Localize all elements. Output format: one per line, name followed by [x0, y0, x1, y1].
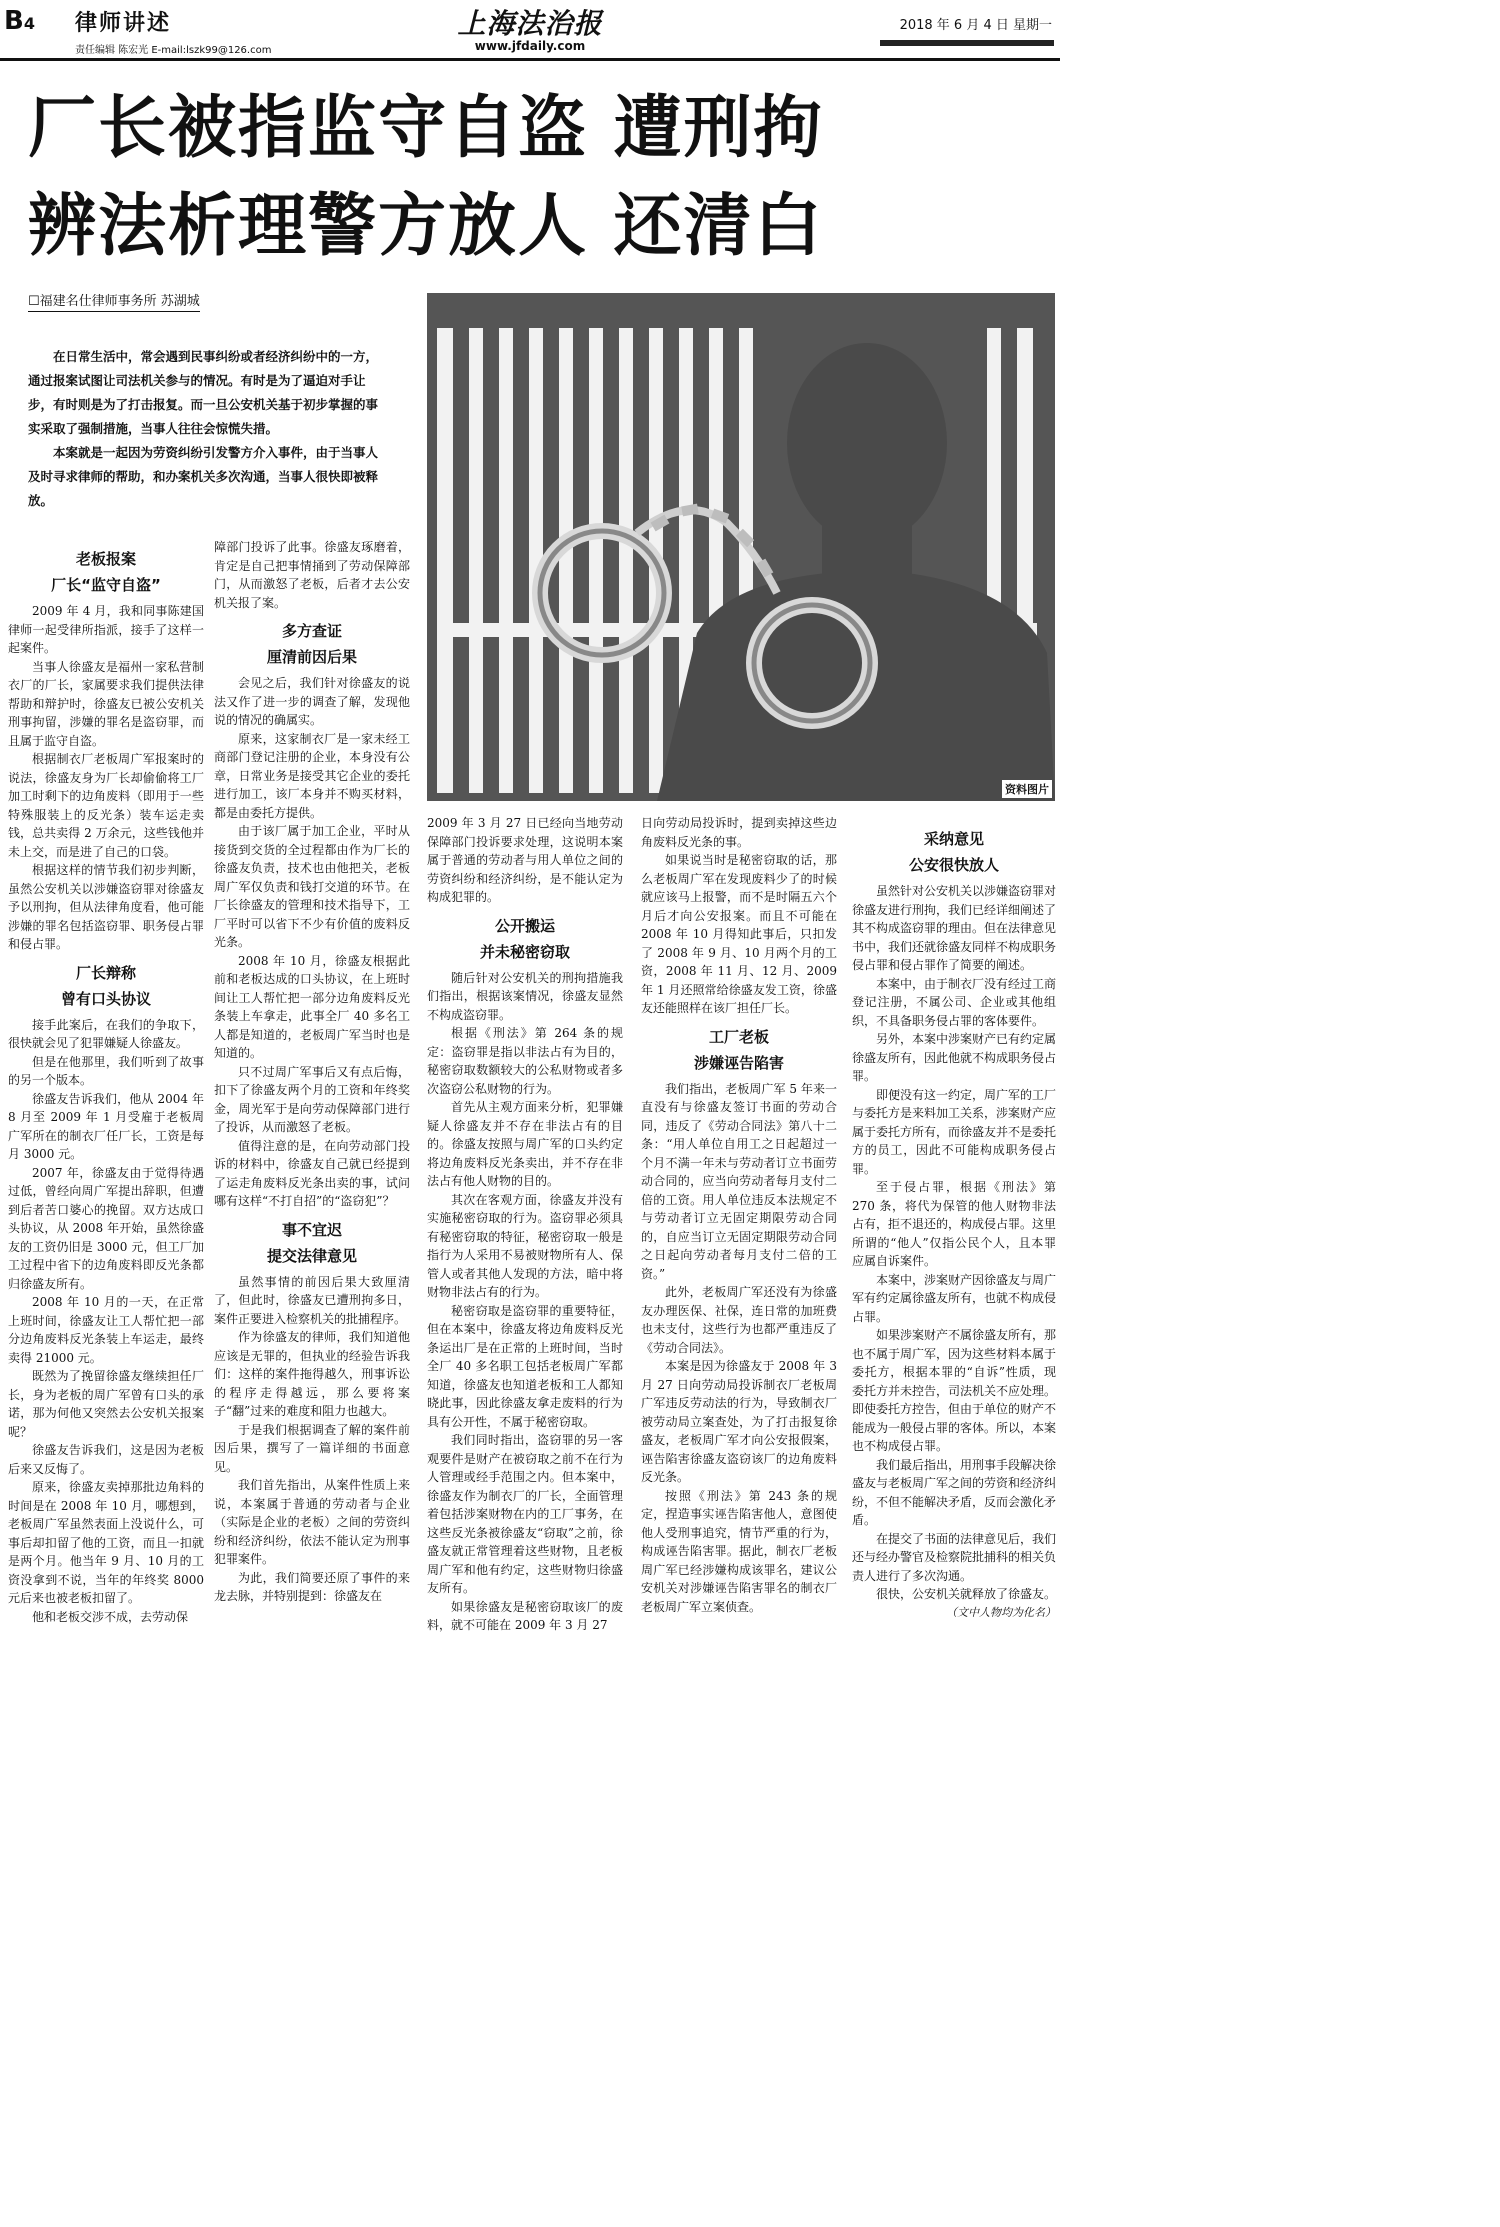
subheading: 工厂老板 涉嫌诬告陷害 [693, 1027, 784, 1072]
subheading: 厂长辩称 曾有口头协议 [60, 963, 151, 1008]
paragraph: 2008 年 10 月的一天，在正常上班时间，徐盛友让工人帮忙把一部分边角废料反光条装上车运走，最终卖得 21000 元。 [8, 1295, 204, 1365]
paragraph: 如果涉案财产不属徐盛友所有，那也不属于周广军，因为这些材料本属于委托方，根据本罪的“自诉”性质，现委托方并未控告，司法机关不应处理。即使委托方控告，但由于单位的财产不能成为一般侵占罪的客体。所以，本案也不构成侵占罪。 [852, 1328, 1057, 1453]
paragraph: 本案是因为徐盛友于 2008 年 3 月 27 日向劳动局投诉制衣厂老板周广军违反劳动法的行为，导致制衣厂被劳动局立案查处，为了打击报复徐盛友，老板周广军才向公安报假案，诬告陷害徐盛友盗窃该厂的边角废料反光条。 [641, 1359, 837, 1484]
paragraph: 徐盛友告诉我们，这是因为老板后来又反悔了。 [8, 1443, 204, 1476]
subheading: 老板报案 厂长“监守自盗” [51, 550, 161, 594]
paragraph: 首先从主观方面来分析，犯罪嫌疑人徐盛友并不存在非法占有的目的。徐盛友按照与周广军的口头约定将边角废料反光条卖出，并不存在非法占有他人财物的目的。 [427, 1100, 623, 1188]
lead-paragraph: 在日常生活中，常会遇到民事纠纷或者经济纠纷中的一方，通过报案试图让司法机关参与的情况。有时是为了逼迫对手让步，有时则是为了打击报复。而一旦公安机关基于初步掌握的事实采取了强制措施，当事人往往会惊慌失措。 [28, 349, 379, 436]
paragraph: 根据《刑法》第 264 条的规定：盗窃罪是指以非法占有为目的，秘密窃取数额较大的公私财物或者多次盗窃公私财物的行为。 [427, 1026, 623, 1096]
section-title: 律师讲述 [75, 11, 172, 36]
paragraph: 值得注意的是，在向劳动部门投诉的材料中，徐盛友自己就已经提到了运走角废料反光条出卖的事，试问哪有这样“不打自招”的“盗窃犯”？ [214, 1138, 410, 1208]
paragraph: 本案中，由于制衣厂没有经过工商登记注册，不属公司、企业或其他组织，不具备职务侵占罪的客体要件。 [852, 976, 1057, 1028]
article-column-2 [214, 538, 410, 1603]
article-column-1 [8, 540, 204, 1624]
paragraph: 但是在他那里，我们听到了故事的另一个版本。 [8, 1054, 204, 1087]
subheading: 事不宜迟 提交法律意见 [266, 1220, 357, 1265]
paragraph: 根据这样的情节我们初步判断，虽然公安机关以涉嫌盗窃罪对徐盛友予以刑拘，但从法律角度看，他可能涉嫌的罪名包括盗窃罪、职务侵占罪和侵占罪。 [8, 863, 204, 951]
paragraph: 接手此案后，在我们的争取下，很快就会见了犯罪嫌疑人徐盛友。 [8, 1017, 204, 1050]
paragraph: 此外，老板周广军还没有为徐盛友办理医保、社保，连日常的加班费也未支付，这些行为也都严重违反了《劳动合同法》。 [641, 1285, 837, 1355]
paragraph: 即便没有这一约定，周广军的工厂与委托方是来料加工关系，涉案财产应属于委托方所有，而徐盛友并不是委托方的员工，因此不可能构成职务侵占罪。 [852, 1087, 1057, 1176]
paragraph: 很快，公安机关就释放了徐盛友。 [876, 1587, 1057, 1601]
paragraph: 如果说当时是秘密窃取的话，那么老板周广军在发现废料少了的时候就应该马上报警，而不是时隔五六个月后才向公安报案。而且不可能在 2008 年 10 月得知此事后，只扣发了 2008 年 9 月、10 月两个月的工资，2008 年 11 月、12 月、2009 年 1 月还照常给徐盛友发工资，徐盛友还能照样在该厂担任厂长。 [641, 853, 837, 1015]
article-column-3 [427, 814, 623, 1632]
page-letter: B [4, 6, 24, 36]
paragraph: 按照《刑法》第 243 条的规定，捏造事实诬告陷害他人，意图使他人受刑事追究，情节严重的行为，构成诬告陷害罪。据此，制衣厂老板周广军已经涉嫌构成该罪名，建议公安机关对涉嫌诬告陷害罪名的制衣厂老板周广军立案侦查。 [641, 1488, 837, 1614]
paragraph: 只不过周广军事后又有点后悔，扣下了徐盛友两个月的工资和年终奖金，周光军于是向劳动保障部门进行了投诉，从而激怒了老板。 [214, 1064, 410, 1134]
paragraph: 我们首先指出，从案件性质上来说，本案属于普通的劳动者与企业（实际是企业的老板）之间的劳资纠纷和经济纠纷，依法不能认定为刑事犯罪案件。 [214, 1478, 410, 1566]
page-number-badge [4, 6, 35, 36]
prison-illustration [427, 293, 1055, 801]
issue-date: 2018 年 6 月 4 日 星期一 [899, 18, 1052, 33]
paragraph: 至于侵占罪，根据《刑法》第 270 条，将代为保管的他人财物非法占有，拒不退还的，构成侵占罪。这里所谓的“他人”仅指公民个人，且本罪应属自诉案件。 [852, 1180, 1057, 1268]
newspaper-logo: 上海法治报 [457, 7, 603, 40]
paragraph: 如果徐盛友是秘密窃取该厂的废料，就不可能在 2009 年 3 月 27 [427, 1599, 623, 1632]
paragraph: 会见之后，我们针对徐盛友的说法又作了进一步的调查了解，发现他说的情况的确属实。 [214, 676, 410, 727]
paragraph: 徐盛友告诉我们，他从 2004 年 8 月至 2009 年 1 月受雇于老板周广军所在的制衣厂任厂长，工资是每月 3000 元。 [8, 1091, 204, 1161]
paragraph: 既然为了挽留徐盛友继续担任厂长，身为老板的周广军曾有口头的承诺，那为何他又突然去公安机关报案呢？ [8, 1369, 204, 1439]
paragraph: 他和老板交涉不成，去劳动保 [32, 1609, 189, 1624]
paragraph: 2007 年，徐盛友由于觉得待遇过低，曾经向周广军提出辞职，但遭到后者苦口婆心的挽留。双方达成口头协议，从 2008 年开始，虽然徐盛友的工资仍旧是 3000 元，但工厂加工过程中省下的边角废料即反光条都归徐盛友所有。 [8, 1165, 204, 1291]
paragraph: 随后针对公安机关的刑拘措施我们指出，根据该案情况，徐盛友显然不构成盗窃罪。 [427, 970, 623, 1022]
paragraph: 2009 年 4 月，我和同事陈建国律师一起受律所指派，接手了这样一起案件。 [8, 604, 204, 655]
paragraph: 作为徐盛友的律师，我们知道他应该是无罪的，但执业的经验告诉我们：这样的案件拖得越久，刑事诉讼的程序走得越远，那么要将案子“翻”过来的难度和阻力也越大。 [214, 1330, 410, 1418]
paragraph: 我们最后指出，用刑事手段解决徐盛友与老板周广军之间的劳资和经济纠纷，不但不能解决矛盾，反而会激化矛盾。 [852, 1457, 1057, 1527]
paragraph: 根据制衣厂老板周广军报案时的说法，徐盛友身为厂长却偷偷将工厂加工时剩下的边角废料（即用于一些特殊服装上的反光条）装车运走卖钱，总共卖得 2 万余元，这些钱他并未上交，而是进了自己的口袋。 [8, 752, 204, 859]
paragraph: 日向劳动局投诉时，提到卖掉这些边角废料反光条的事。 [641, 816, 837, 849]
headline-line-2: 辨法析理警方放人 还清白 [28, 187, 824, 266]
subheading: 多方查证 厘清前因后果 [266, 622, 357, 666]
paragraph: 障部门投诉了此事。徐盛友琢磨着，肯定是自己把事情捅到了劳动保障部门，从而激怒了老板，后者才去公安机关报了案。 [214, 540, 410, 610]
paragraph: 我们同时指出，盗窃罪的另一客观要件是财产在被窃取之前不在行为人管理或经手范围之内。但本案中，徐盛友作为制衣厂的厂长，全面管理着包括涉案财物在内的工厂事务，在这些反光条被徐盛友“窃取”之前，徐盛友就正常管理着这些财物，且老板周广军和他有约定，这些财物归徐盛友所有。 [427, 1433, 623, 1595]
paragraph: 我们指出，老板周广军 5 年来一直没有与徐盛友签订书面的劳动合同，违反了《劳动合同法》第八十二条：“用人单位自用工之日起超过一个月不满一年未与劳动者订立书面劳动合同的，应当向劳动者每月支付二倍的工资。用人单位违反本法规定不与劳动者订立无固定期限劳动合同的，自应当订立无固定期限劳动合同之日起向劳动者每月支付二倍的工资。” [641, 1081, 837, 1281]
lead-paragraphs [28, 345, 378, 513]
article-column-5 [852, 820, 1057, 1619]
paragraph: 为此，我们简要还原了事件的来龙去脉，并特别提到：徐盛友在 [214, 1570, 410, 1603]
paragraph: 秘密窃取是盗窃罪的重要特征，但在本案中，徐盛友将边角废料反光条运出厂是在正常的上班时间，当时全厂 40 多名职工包括老板周广军都知道，徐盛友也知道老板和工人都知晓此事，因此徐盛友拿走废料的行为具有公开性，不属于秘密窃取。 [427, 1303, 623, 1429]
paragraph: 其次在客观方面，徐盛友并没有实施秘密窃取的行为。盗窃罪必须具有秘密窃取的特征，秘密窃取一般是指行为人采用不易被财物所有人、保管人或者其他人发现的方法，暗中将财物非法占有的行为。 [427, 1192, 623, 1299]
header-stripe [880, 40, 1054, 46]
header-rule [0, 58, 1060, 61]
paragraph: 原来，徐盛友卖掉那批边角料的时间是在 2008 年 10 月，哪想到，老板周广军虽然表面上没说什么，可事后却扣留了他的工资，而且一扣就是两个月。他当年 9 月、10 月的工资没拿到不说，当年的年终奖 8000 元后来也被老板扣留了。 [8, 1480, 204, 1605]
headline-line-1: 厂长被指监守自盗 遭刑拘 [28, 89, 824, 168]
subheading: 采纳意见 公安很快放人 [908, 830, 999, 874]
byline: ☐福建名仕律师事务所 苏湖城 [28, 290, 200, 312]
page-number: 4 [23, 14, 35, 33]
subheading: 公开搬运 并未秘密窃取 [479, 916, 570, 961]
paragraph: 另外，本案中涉案财产已有约定属徐盛友所有，因此他就不构成职务侵占罪。 [852, 1032, 1057, 1083]
newspaper-url: www.jfdaily.com [474, 39, 586, 53]
paragraph: 虽然事情的前因后果大致厘清了，但此时，徐盛友已遭刑拘多日，案件正要进入检察机关的批捕程序。 [214, 1274, 410, 1326]
paragraph: 2009 年 3 月 27 日已经向当地劳动保障部门投诉要求处理，这说明本案属于普通的劳动者与用人单位之间的劳资纠纷和经济纠纷，是不能认定为构成犯罪的。 [427, 816, 623, 904]
paragraph: 虽然针对公安机关以涉嫌盗窃罪对徐盛友进行刑拘，我们已经详细阐述了其不构成盗窃罪的理由。但在法律意见书中，我们还就徐盛友同样不构成职务侵占罪和侵占罪作了简要的阐述。 [852, 884, 1057, 972]
paragraph: 当事人徐盛友是福州一家私营制衣厂的厂长，家属要求我们提供法律帮助和辩护时，徐盛友已被公安机关刑事拘留，涉嫌的罪名是盗窃罪，而且属于监守自盗。 [8, 659, 204, 748]
article-column-4 [641, 814, 837, 1614]
paragraph: 由于该厂属于加工企业，平时从接货到交货的全过程都由作为厂长的徐盛友负责，技术也由他把关，老板周广军仅负责和钱打交道的环节。在厂长徐盛友的管理和技术指导下，工厂平时可以省下不少有价值的废料反光条。 [214, 824, 410, 949]
paragraph: 本案中，涉案财产因徐盛友与周广军有约定属徐盛友所有，也就不构成侵占罪。 [852, 1272, 1057, 1324]
paragraph: 原来，这家制衣厂是一家未经工商部门登记注册的企业，本身没有公章，日常业务是接受其它企业的委托进行加工，该厂本身并不购买材料，都是由委托方提供。 [214, 731, 410, 820]
editor-line: 责任编辑 陈宏光 E-mail:lszk99@126.com [75, 45, 272, 56]
names-note: （文中人物均为化名） [946, 1605, 1056, 1619]
paragraph: 2008 年 10 月，徐盛友根据此前和老板达成的口头协议，在上班时间让工人帮忙把一部分边角废料反光条装上车拿走，此事全厂 40 多名工人都是知道的，老板周广军当时也是知道的。 [214, 953, 410, 1060]
paragraph: 于是我们根据调查了解的案件前因后果，撰写了一篇详细的书面意见。 [214, 1422, 410, 1474]
lead-paragraph: 本案就是一起因为劳资纠纷引发警方介入事件，由于当事人及时寻求律师的帮助，和办案机关多次沟通，当事人很快即被释放。 [28, 445, 379, 508]
photo-caption: 资料图片 [1002, 780, 1052, 798]
paragraph: 在提交了书面的法律意见后，我们还与经办警官及检察院批捕科的相关负责人进行了多次沟通。 [852, 1531, 1057, 1583]
